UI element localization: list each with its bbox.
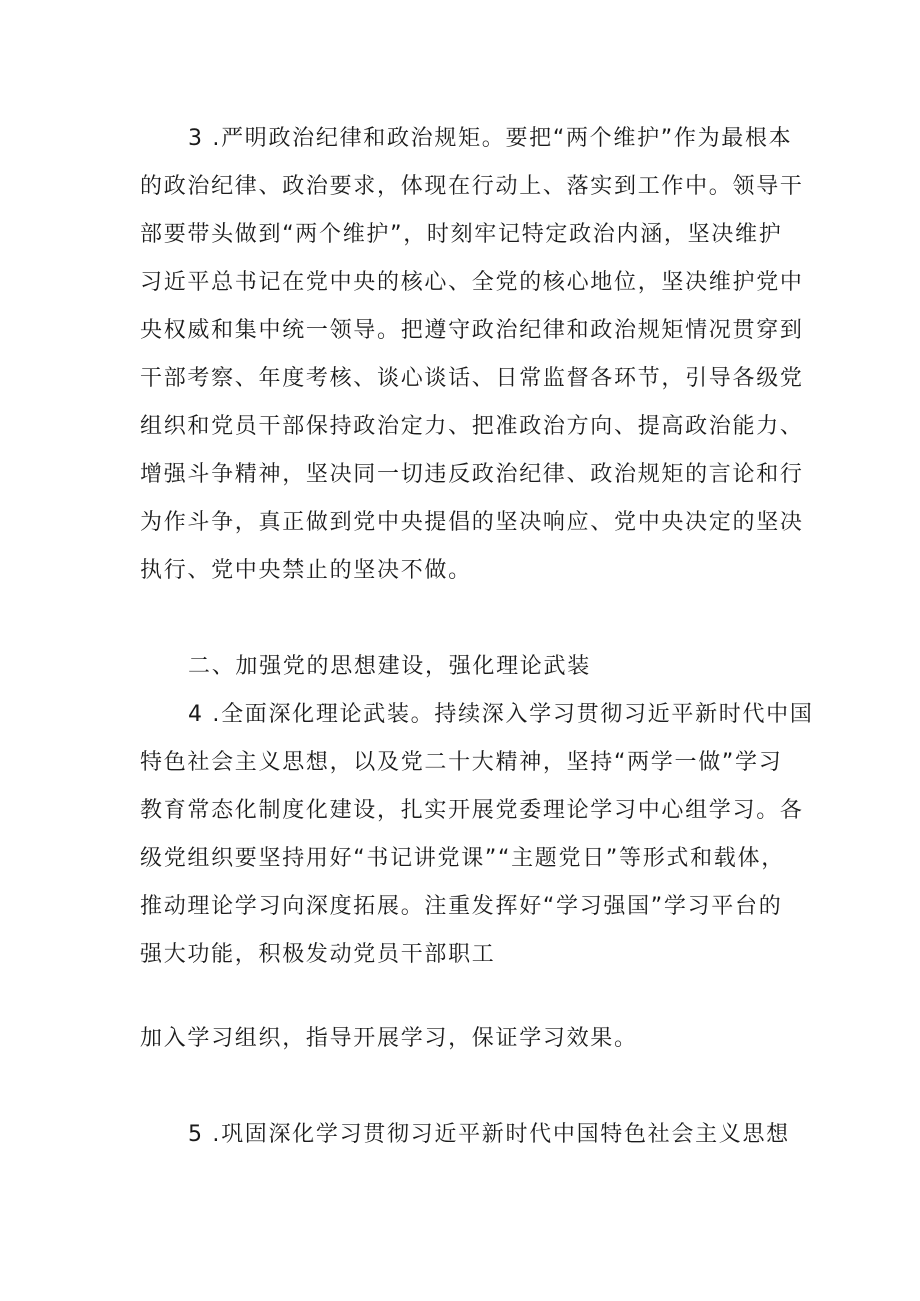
paragraph-4-line-7: 加入学习组织，指导开展学习，保证学习效果。 (140, 1026, 638, 1051)
paragraph-3-line-4: 习近平总书记在党中央的核心、全党的核心地位，坚决维护党中 (140, 270, 804, 295)
paragraph-5-line-1: 5 .巩固深化学习贯彻习近平新时代中国特色社会主义思想 (188, 1122, 790, 1147)
paragraph-4-line-4: 级党组织要坚持用好“书记讲党课”“主题党日”等形式和载体， (140, 846, 785, 871)
paragraph-3-line-3: 部要带头做到“两个维护”，时刻牢记特定政治内涵，坚决维护 (140, 222, 783, 247)
section-heading: 二、加强党的思想建设，强化理论武装 (188, 654, 591, 679)
paragraph-3-line-5: 央权威和集中统一领导。把遵守政治纪律和政治规矩情况贯穿到 (140, 318, 804, 343)
paragraph-4-line-5: 推动理论学习向深度拓展。注重发挥好“学习强国”学习平台的 (140, 894, 783, 919)
paragraph-4-line-6: 强大功能，积极发动党员干部职工 (140, 942, 496, 967)
paragraph-4-line-1: 4 .全面深化理论武装。持续深入学习贯彻习近平新时代中国 (188, 702, 814, 727)
paragraph-3-line-1: 3 .严明政治纪律和政治规矩。要把“两个维护”作为最根本 (188, 126, 793, 151)
paragraph-4-line-3: 教育常态化制度化建设，扎实开展党委理论学习中心组学习。各 (140, 798, 804, 823)
paragraph-3-line-2: 的政治纪律、政治要求，体现在行动上、落实到工作中。领导干 (140, 174, 804, 199)
paragraph-3-line-10: 执行、党中央禁止的坚决不做。 (140, 558, 472, 583)
paragraph-3-line-9: 为作斗争，真正做到党中央提倡的坚决响应、党中央决定的坚决 (140, 510, 804, 535)
paragraph-3-line-7: 组织和党员干部保持政治定力、把准政治方向、提高政治能力、 (140, 414, 804, 439)
paragraph-3-line-8: 增强斗争精神，坚决同一切违反政治纪律、政治规矩的言论和行 (140, 462, 804, 487)
paragraph-3-line-6: 干部考察、年度考核、谈心谈话、日常监督各环节，引导各级党 (140, 366, 804, 391)
paragraph-4-line-2: 特色社会主义思想，以及党二十大精神，坚持“两学一做”学习 (140, 750, 783, 775)
